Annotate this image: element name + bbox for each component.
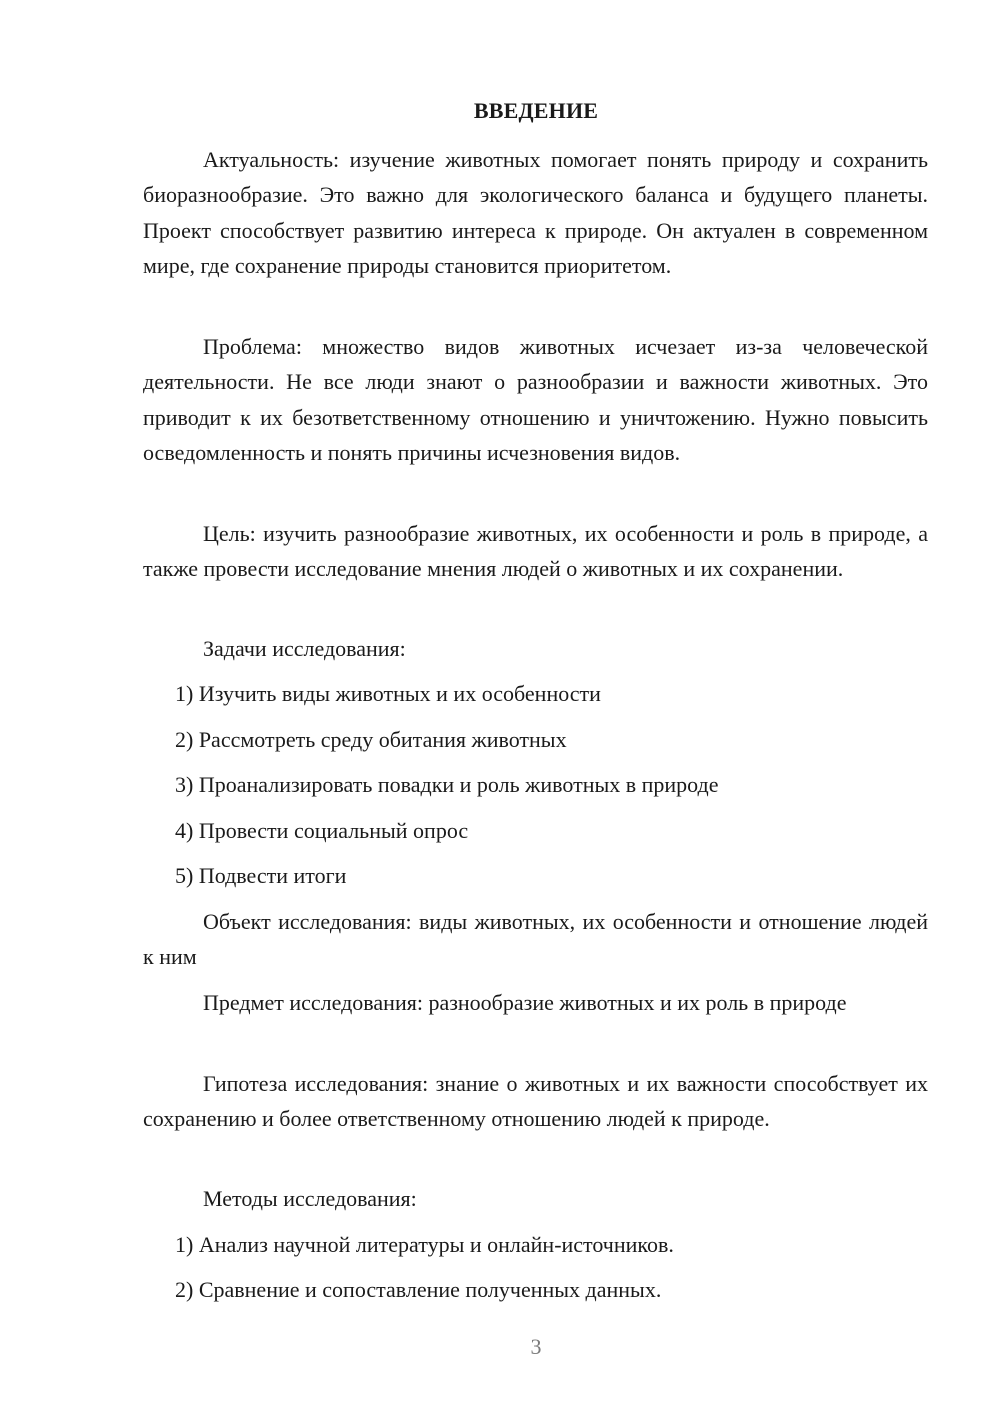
tasks-list (143, 722, 928, 757)
list-item: 2) Сравнение и сопоставление полученных данных. (175, 1277, 662, 1302)
problem-section (143, 329, 928, 470)
object-section (143, 904, 928, 975)
hypothesis-section (143, 1066, 928, 1137)
hypothesis-paragraph: Гипотеза исследования: знание о животных и их важности способствует их сохранению и более ответственному отношению людей к природе. (143, 1071, 928, 1132)
list-item: 3) Проанализировать повадки и роль животных в природе (175, 772, 719, 797)
tasks-list (143, 858, 928, 893)
page-number: 3 (530, 1334, 542, 1359)
list-item: 5) Подвести итоги (175, 863, 347, 888)
list-item: 1) Изучить виды животных и их особенности (175, 681, 601, 706)
methods-list (143, 1227, 928, 1262)
page-title: ВВЕДЕНИЕ (473, 98, 599, 123)
tasks-list (143, 813, 928, 848)
goal-section (143, 516, 928, 587)
list-item: 1) Анализ научной литературы и онлайн-источников. (175, 1232, 674, 1257)
methods-list (143, 1272, 928, 1307)
subject-section (143, 985, 928, 1020)
methods-section (143, 1181, 928, 1216)
relevance-paragraph: Актуальность: изучение животных помогает понять природу и сохранить биоразнообразие. Это важно для экологического баланса и будущего планеты. Проект способствует развитию интереса к природе. Он актуален в современном мире, где сохранение природы становится приоритетом. (143, 147, 928, 278)
tasks-list (143, 767, 928, 802)
subject-paragraph: Предмет исследования: разнообразие животных и их роль в природе (203, 990, 847, 1015)
tasks-title: Задачи исследования: (203, 636, 406, 661)
list-item: 2) Рассмотреть среду обитания животных (175, 727, 567, 752)
problem-paragraph: Проблема: множество видов животных исчезает из-за человеческой деятельности. Не все люди знают о разнообразии и важности животных. Это приводит к их безответственному отношению и уничтожению. Нужно повысить осведомленность и понять причины исчезновения видов. (143, 334, 928, 465)
list-item: 4) Провести социальный опрос (175, 818, 469, 843)
object-paragraph: Объект исследования: виды животных, их особенности и отношение людей к ним (143, 909, 928, 970)
methods-title: Методы исследования: (203, 1186, 417, 1211)
relevance-section (143, 142, 928, 283)
tasks-list (143, 676, 928, 711)
tasks-section (143, 631, 928, 666)
goal-paragraph: Цель: изучить разнообразие животных, их особенности и роль в природе, а также провести исследование мнения людей о животных и их сохранении. (143, 521, 928, 582)
